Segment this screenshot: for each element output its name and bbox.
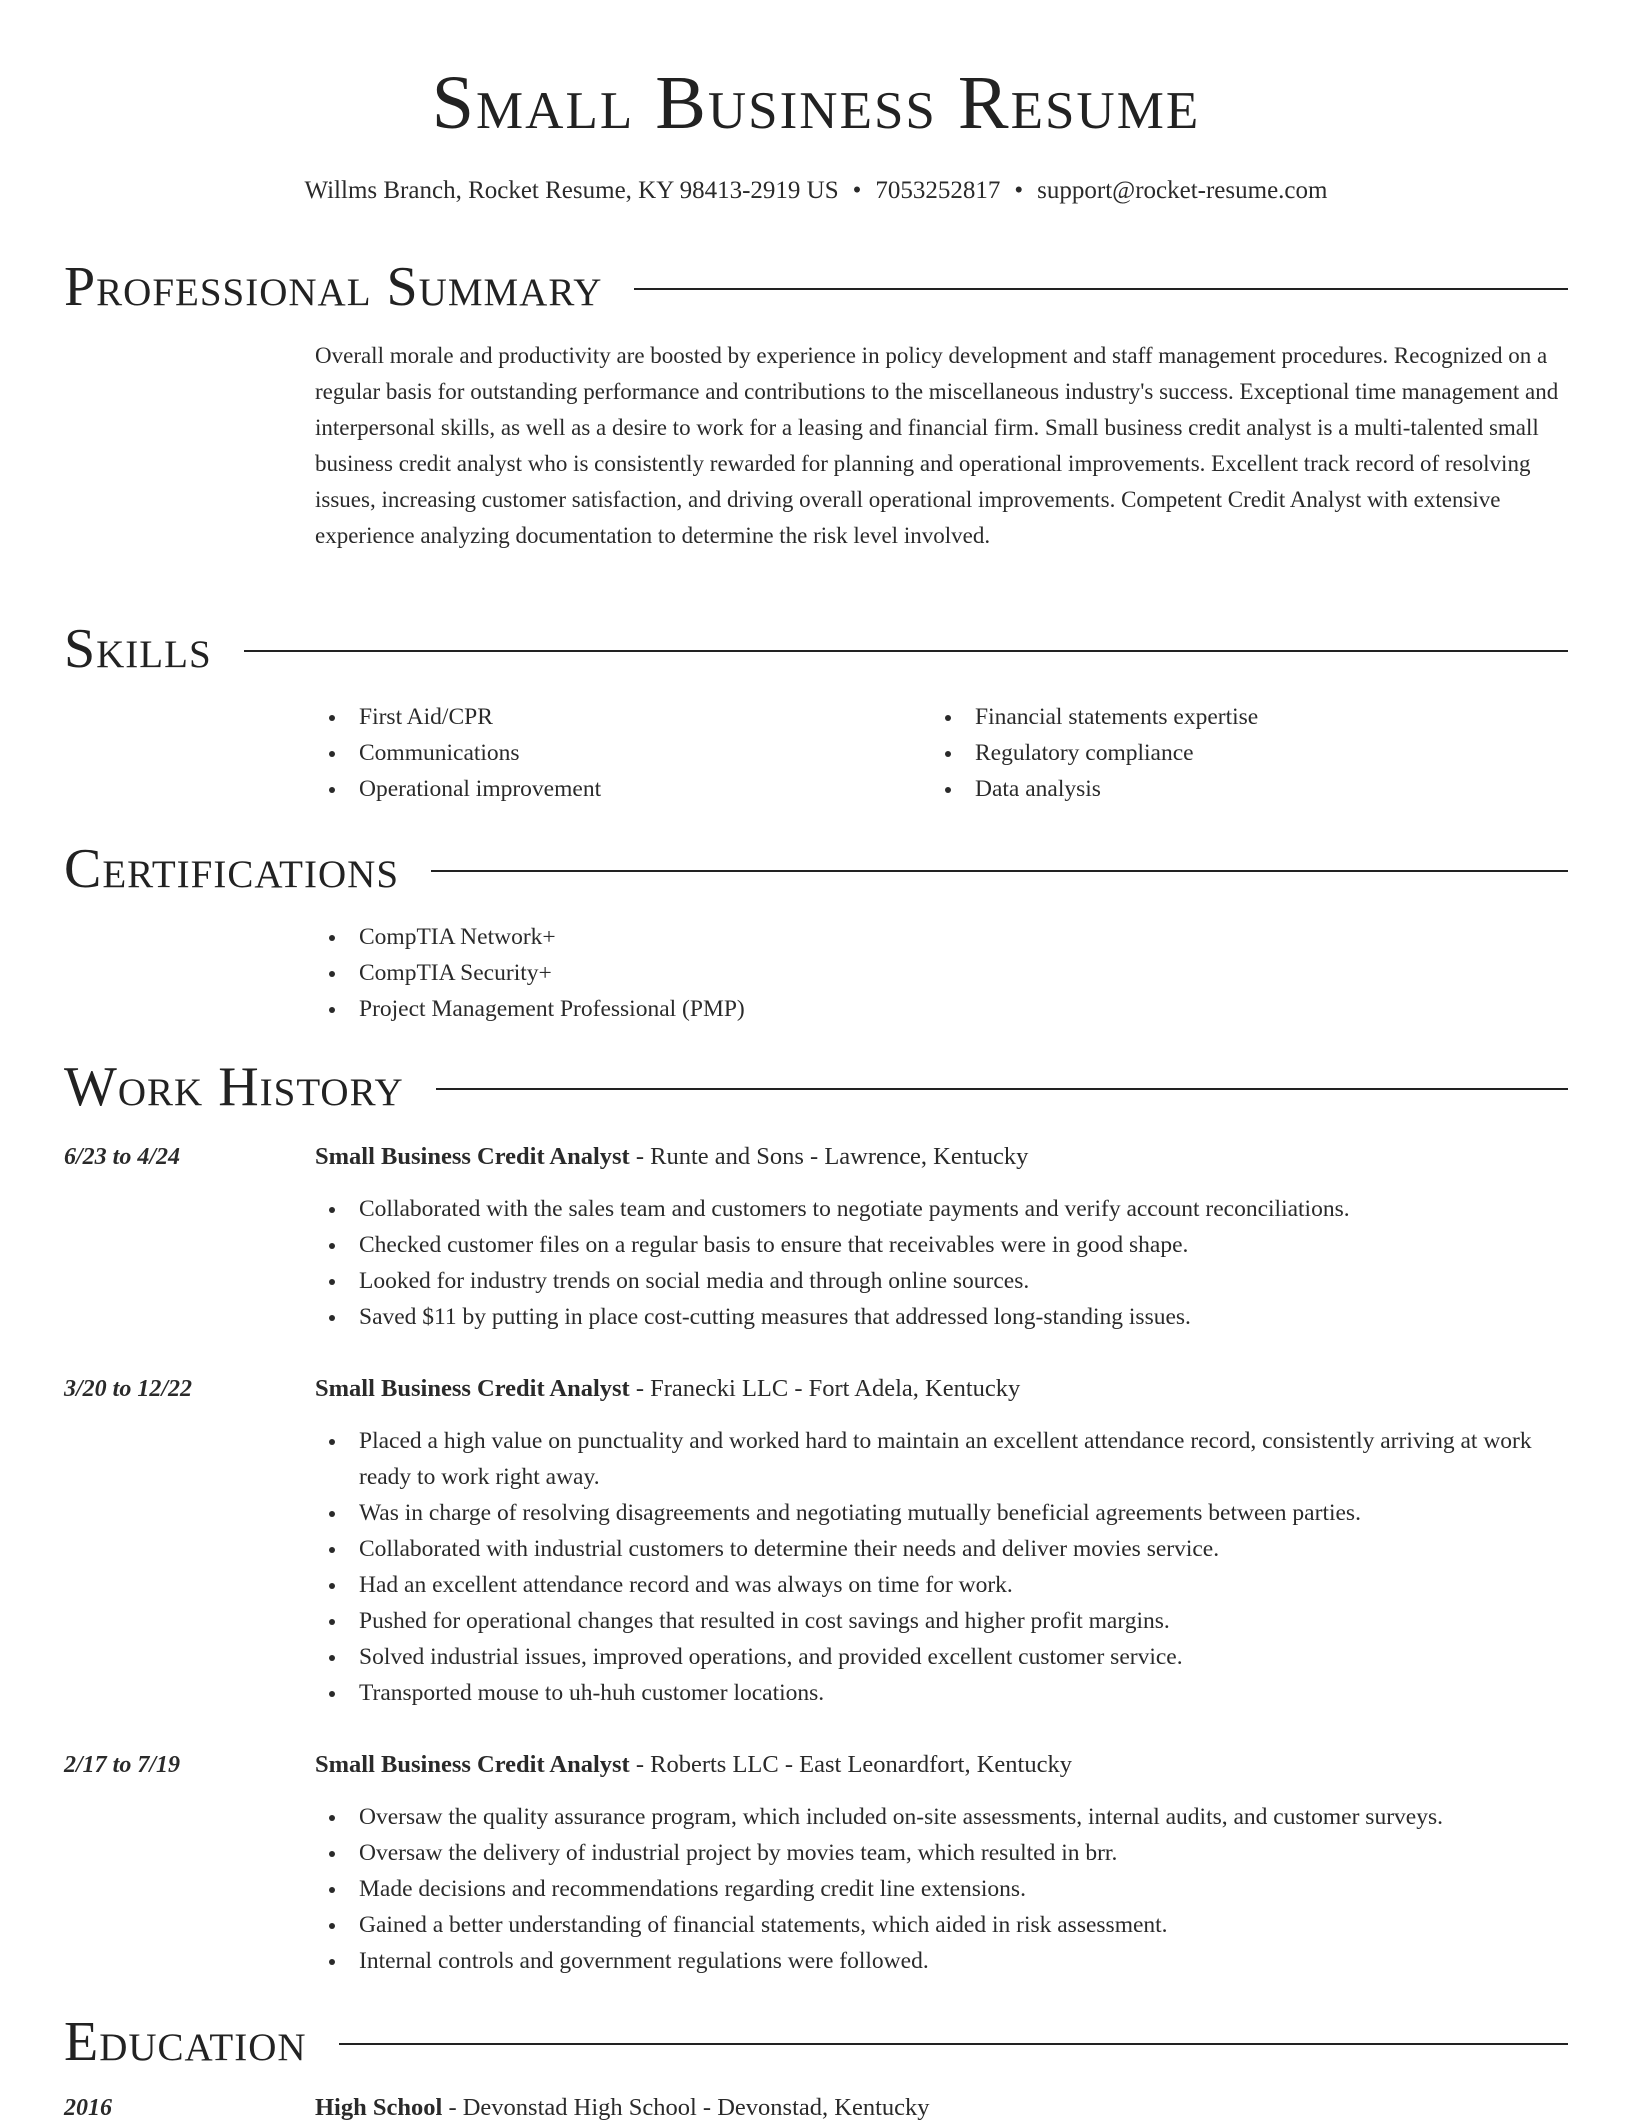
section-header-certifications — [64, 834, 1568, 904]
contact-separator: • — [1014, 177, 1024, 204]
section-divider — [244, 650, 1568, 652]
skill-item: Communications — [315, 735, 601, 771]
contact-line — [0, 174, 1632, 208]
section-divider — [634, 288, 1568, 290]
section-header-work-history — [64, 1052, 1568, 1122]
job-bullet: Placed a high value on punctuality and worked hard to maintain an excellent attendance record, consistently arriving at work ready to work right away. — [315, 1423, 1568, 1495]
section-header-summary — [64, 252, 1568, 322]
job-title-line — [315, 1139, 1028, 1175]
job-title: Small Business Credit Analyst — [315, 1375, 630, 1402]
section-divider — [339, 2043, 1568, 2045]
skills-list-left — [315, 699, 601, 807]
job-dates: 6/23 to 4/24 — [64, 1144, 181, 1170]
job-bullets — [315, 1423, 1568, 1711]
job-bullet: Had an excellent attendance record and was always on time for work. — [315, 1567, 1568, 1603]
job-title: Small Business Credit Analyst — [315, 1143, 630, 1170]
skill-item: Regulatory compliance — [931, 735, 1258, 771]
certification-item: CompTIA Network+ — [315, 919, 745, 955]
contact-email[interactable]: support@rocket-resume.com — [1037, 177, 1328, 204]
job-bullet: Oversaw the quality assurance program, which included on-site assessments, internal audits, and customer surveys. — [315, 1799, 1568, 1835]
certification-item: CompTIA Security+ — [315, 955, 745, 991]
job-bullet: Saved $11 by putting in place cost-cutting measures that addressed long-standing issues. — [315, 1299, 1568, 1335]
job-title: Small Business Credit Analyst — [315, 1751, 630, 1778]
job-bullet: Oversaw the delivery of industrial project by movies team, which resulted in brr. — [315, 1835, 1568, 1871]
skills-list-right — [931, 699, 1258, 807]
skill-item: Data analysis — [931, 771, 1258, 807]
section-header-skills — [64, 614, 1568, 684]
skill-item: Operational improvement — [315, 771, 601, 807]
skill-item: Financial statements expertise — [931, 699, 1258, 735]
job-bullet: Collaborated with industrial customers to determine their needs and deliver movies service. — [315, 1531, 1568, 1567]
job-bullet: Gained a better understanding of financial statements, which aided in risk assessment. — [315, 1907, 1568, 1943]
section-title: Work History — [64, 1056, 404, 1118]
education-school: - Devonstad High School - Devonstad, Kentucky — [442, 2094, 930, 2121]
skill-item: First Aid/CPR — [315, 699, 601, 735]
contact-separator: • — [852, 177, 862, 204]
job-bullets — [315, 1191, 1568, 1335]
contact-phone: 7053252817 — [875, 177, 1001, 204]
job-bullet: Internal controls and government regulations were followed. — [315, 1943, 1568, 1979]
job-bullet: Solved industrial issues, improved operations, and provided excellent customer service. — [315, 1639, 1568, 1675]
job-bullet: Pushed for operational changes that resulted in cost savings and higher profit margins. — [315, 1603, 1568, 1639]
section-title: Education — [64, 2011, 307, 2073]
job-bullet: Transported mouse to uh-huh customer locations. — [315, 1675, 1568, 1711]
job-employer: - Roberts LLC - East Leonardfort, Kentucky — [629, 1751, 1072, 1778]
job-bullet: Looked for industry trends on social media and through online sources. — [315, 1263, 1568, 1299]
job-title-line — [315, 1371, 1020, 1407]
section-divider — [436, 1088, 1568, 1090]
section-title: Professional Summary — [64, 256, 603, 318]
job-employer: - Franecki LLC - Fort Adela, Kentucky — [629, 1375, 1021, 1402]
job-bullet: Made decisions and recommendations regarding credit line extensions. — [315, 1871, 1568, 1907]
summary-text: Overall morale and productivity are boosted by experience in policy development and staff management procedures. Recognized on a regular basis for outstanding performance and contributions to the miscellaneous industry's success. Exceptional time management and interpersonal skills, as well as a desire to work for a leasing and financial firm. Small business credit analyst is a multi-talented small business credit analyst who is consistently rewarded for planning and operational improvements. Excellent track record of resolving issues, increasing customer satisfaction, and driving overall operational improvements. Competent Credit Analyst with extensive experience analyzing documentation to determine the risk level involved. — [315, 343, 1559, 548]
job-bullet: Was in charge of resolving disagreements and negotiating mutually beneficial agreements between parties. — [315, 1495, 1568, 1531]
job-dates: 2/17 to 7/19 — [64, 1752, 181, 1778]
certifications-list — [315, 919, 745, 1027]
education-degree: High School — [315, 2094, 443, 2121]
job-bullet: Checked customer files on a regular basis to ensure that receivables were in good shape. — [315, 1227, 1568, 1263]
job-bullets — [315, 1799, 1568, 1979]
certification-item: Project Management Professional (PMP) — [315, 991, 745, 1027]
section-title: Certifications — [64, 838, 400, 900]
section-title: Skills — [64, 618, 212, 680]
section-header-education — [64, 2007, 1568, 2077]
education-year: 2016 — [64, 2095, 112, 2121]
education-line — [315, 2090, 930, 2126]
job-employer: - Runte and Sons - Lawrence, Kentucky — [629, 1143, 1029, 1170]
section-divider — [431, 870, 1568, 872]
contact-address: Willms Branch, Rocket Resume, KY 98413-2919 US — [304, 177, 839, 204]
job-bullet: Collaborated with the sales team and customers to negotiate payments and verify account reconciliations. — [315, 1191, 1568, 1227]
resume-title: Small Business Resume — [431, 61, 1201, 145]
job-title-line — [315, 1747, 1072, 1783]
job-dates: 3/20 to 12/22 — [64, 1376, 193, 1402]
